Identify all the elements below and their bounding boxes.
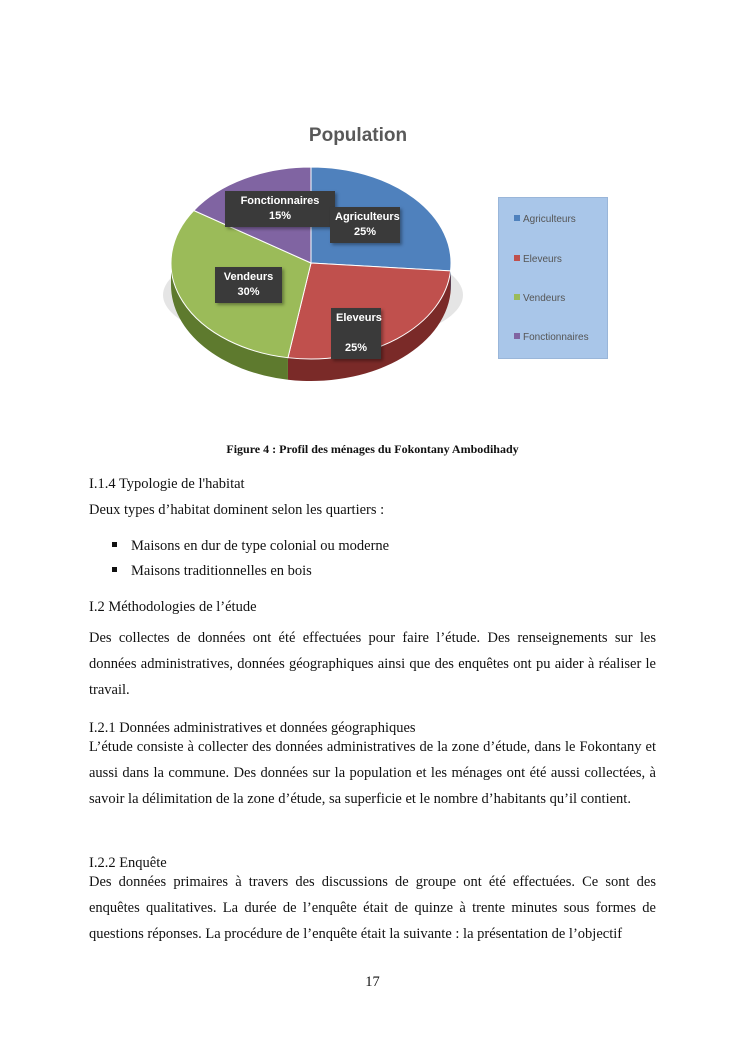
legend-label: Fonctionnaires bbox=[523, 332, 589, 343]
heading-typologie-habitat: I.1.4 Typologie de l'habitat bbox=[89, 476, 245, 492]
list-item bbox=[112, 563, 312, 580]
bullet-marker bbox=[112, 567, 117, 572]
legend-swatch bbox=[514, 215, 520, 221]
legend-item-eleveurs bbox=[514, 254, 562, 265]
pie-chart bbox=[150, 115, 620, 415]
heading-methodologies: I.2 Méthodologies de l’étude bbox=[89, 599, 257, 615]
data-label-eleveurs-name: Eleveurs bbox=[336, 312, 382, 324]
legend-swatch bbox=[514, 255, 520, 261]
chart-title: Population bbox=[308, 125, 408, 146]
legend-label: Agriculteurs bbox=[523, 214, 576, 225]
figure-caption: Figure 4 : Profil des ménages du Fokontany Ambodihady bbox=[226, 442, 519, 456]
paragraph-methodologies: Des collectes de données ont été effectuées pour faire l’étude. Des renseignements sur les données administratives, données géographiques ainsi que des enquêtes ont pu aider à réaliser le travail. bbox=[89, 630, 656, 698]
heading-enquete: I.2.2 Enquête bbox=[89, 855, 167, 871]
data-label-vendeurs bbox=[215, 267, 282, 303]
chart-legend bbox=[498, 197, 608, 359]
paragraph-donnees-administratives: L’étude consiste à collecter des données administratives de la zone d’étude, dans le Fokontany et aussi dans la commune. Des données sur la population et les ménages ont été aussi collectées, à savoir la délimitation de la zone d’étude, sa superficie et le nombre d’habitants qu’il contient. bbox=[89, 739, 656, 807]
data-label-fonctionnaires-name: Fonctionnaires bbox=[240, 195, 320, 207]
data-label-agriculteurs bbox=[330, 207, 400, 243]
list-item-text: Maisons traditionnelles en bois bbox=[131, 563, 312, 579]
data-label-fonctionnaires bbox=[225, 191, 335, 227]
data-label-agriculteurs-value: 25% bbox=[353, 226, 377, 238]
data-label-agriculteurs-name: Agriculteurs bbox=[335, 211, 400, 223]
legend-item-vendeurs bbox=[514, 293, 565, 304]
legend-swatch bbox=[514, 294, 520, 300]
data-label-eleveurs bbox=[331, 308, 381, 359]
bullet-marker bbox=[112, 542, 117, 547]
list-item bbox=[112, 538, 389, 555]
paragraph-enquete: Des données primaires à travers des discussions de groupe ont été effectuées. Ce sont des enquêtes qualitatives. La durée de l’enquête était de quinze à trente minutes sous formes de questions réponses. La procédure de l’enquête était la suivante : la présentation de l’objectif bbox=[89, 874, 656, 942]
list-item-text: Maisons en dur de type colonial ou moderne bbox=[131, 538, 390, 554]
legend-swatch bbox=[514, 333, 520, 339]
data-label-fonctionnaires-value: 15% bbox=[268, 210, 292, 222]
data-label-vendeurs-name: Vendeurs bbox=[223, 271, 274, 283]
data-label-vendeurs-value: 30% bbox=[237, 286, 260, 298]
data-label-eleveurs-value: 25% bbox=[344, 342, 368, 354]
page-number: 17 bbox=[365, 974, 380, 990]
legend-label: Vendeurs bbox=[523, 293, 566, 304]
heading-donnees-administratives: I.2.1 Données administratives et données géographiques bbox=[89, 720, 416, 736]
legend-item-agriculteurs bbox=[514, 214, 576, 225]
habitat-intro: Deux types d’habitat dominent selon les quartiers : bbox=[89, 502, 385, 518]
legend-item-fonctionnaires bbox=[514, 332, 589, 343]
legend-label: Eleveurs bbox=[523, 254, 562, 265]
